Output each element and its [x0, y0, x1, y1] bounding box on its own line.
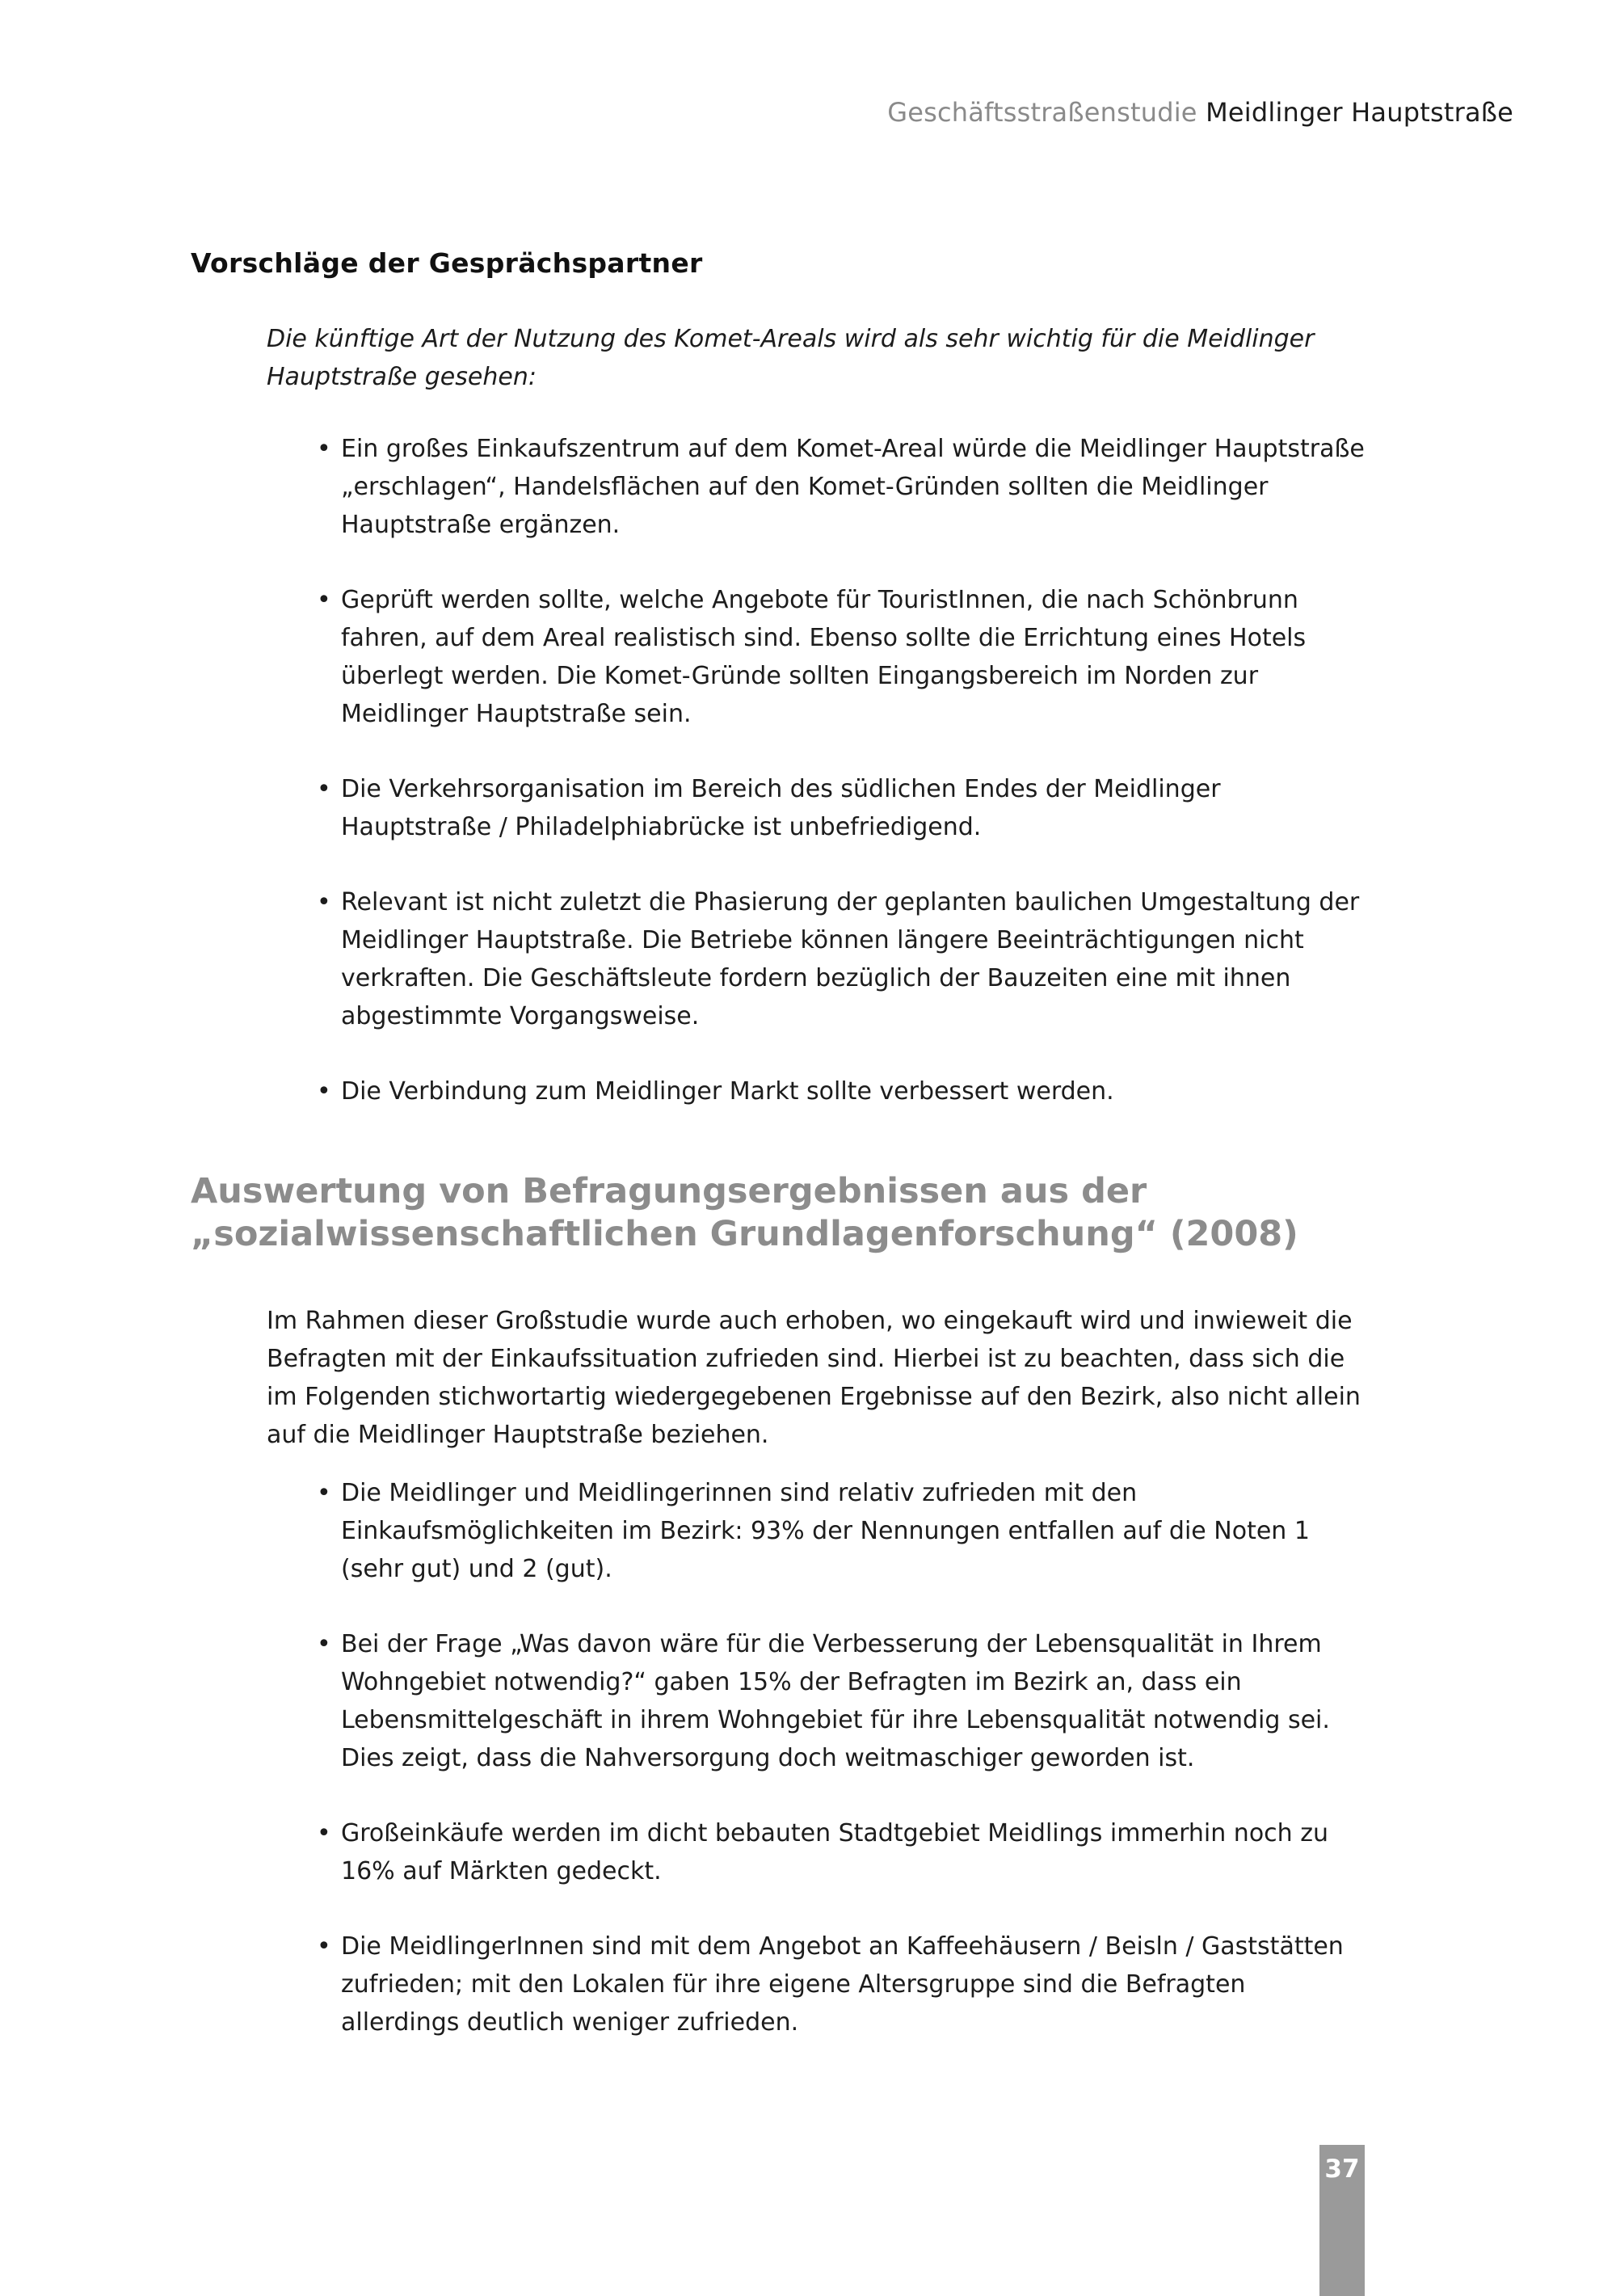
heading-line-2: „sozialwissenschaftlichen Grundlagenforschung“ (2008) — [191, 1214, 1298, 1254]
heading-line-1: Auswertung von Befragungsergebnissen aus der — [191, 1171, 1147, 1211]
list-item: • Bei der Frage „Was davon wäre für die Verbesserung der Lebensqualität in Ihrem Wohngebiet notwendig?“ gaben 15% der Befragten im Bezirk an, dass ein Lebensmittelgeschäft in ihrem Wohngebiet für ihre Lebensqualität notwendig sei. Dies zeigt, dass die Nahversorgung doch weitmaschiger geworden ist. — [317, 1625, 1367, 1777]
page-number-tab — [1319, 2145, 1365, 2296]
list-item: • Die Meidlinger und Meidlingerinnen sind relativ zufrieden mit den Einkaufsmöglichkeiten im Bezirk: 93% der Nennungen entfallen auf die Noten 1 (sehr gut) und 2 (gut). — [317, 1474, 1367, 1588]
list-item: • Die Verkehrsorganisation im Bereich des südlichen Endes der Meidlinger Hauptstraße / Philadelphiabrücke ist unbefriedigend. — [317, 770, 1367, 846]
list-item: • Großeinkäufe werden im dicht bebauten Stadtgebiet Meidlings immerhin noch zu 16% auf Märkten gedeckt. — [317, 1814, 1367, 1890]
list-item: • Ein großes Einkaufszentrum auf dem Komet-Areal würde die Meidlinger Hauptstraße „erschlagen“, Handelsflächen auf den Komet-Gründen sollten die Meidlinger Hauptstraße ergänzen. — [317, 430, 1367, 544]
header-street-name: Meidlinger Hauptstraße — [1206, 97, 1513, 128]
proposals-list — [317, 430, 1367, 1110]
list-item: • Die MeidlingerInnen sind mit dem Angebot an Kaffeehäusern / Beisln / Gaststätten zufrieden; mit den Lokalen für ihre eigene Altersgruppe sind die Befragten allerdings deutlich weniger zufrieden. — [317, 1927, 1367, 2041]
survey-results-list — [317, 1474, 1367, 2041]
section-heading-survey — [191, 1170, 1483, 1256]
survey-intro-paragraph: Im Rahmen dieser Großstudie wurde auch erhoben, wo eingekauft wird und inwieweit die Befragten mit der Einkaufssituation zufrieden sind. Hierbei ist zu beachten, dass sich die im Folgenden stichwortartig wiedergegebenen Ergebnisse auf den Bezirk, also nicht allein auf die Meidlinger Hauptstraße beziehen. — [267, 1307, 1361, 1449]
running-header — [887, 97, 1513, 128]
list-item: • Die Verbindung zum Meidlinger Markt sollte verbessert werden. — [317, 1072, 1367, 1110]
page-number: 37 — [1324, 2155, 1360, 2184]
header-study-title: Geschäftsstraßenstudie — [887, 97, 1197, 128]
list-item: • Relevant ist nicht zuletzt die Phasierung der geplanten baulichen Umgestaltung der Meidlinger Hauptstraße. Die Betriebe können längere Beeinträchtigungen nicht verkraften. Die Geschäftsleute fordern bezüglich der Bauzeiten eine mit ihnen abgestimmte Vorgangsweise. — [317, 883, 1367, 1035]
intro-statement: Die künftige Art der Nutzung des Komet-Areals wird als sehr wichtig für die Meidlinger Hauptstraße gesehen: — [267, 325, 1315, 391]
list-item: • Geprüft werden sollte, welche Angebote für TouristInnen, die nach Schönbrunn fahren, auf dem Areal realistisch sind. Ebenso sollte die Errichtung eines Hotels überlegt werden. Die Komet-Gründe sollten Eingangsbereich im Norden zur Meidlinger Hauptstraße sein. — [317, 581, 1367, 733]
section-heading-proposals: Vorschläge der Gesprächspartner — [191, 247, 703, 279]
